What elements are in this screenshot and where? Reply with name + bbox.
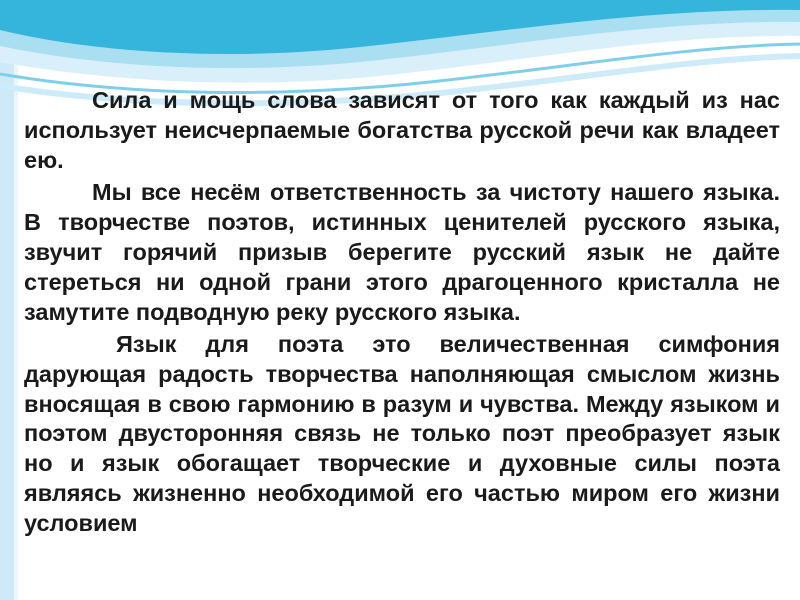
paragraph-3: Язык для поэта это величественная симфония дарующая радость творчества наполняющая смыслом жизнь вносящая в свою гармонию в разум и чувства. Между языком и поэтом двусторонняя связь не только поэт преобразует язык но и язык обогащает творческие и духовные силы поэта являясь жизненно необходимой его частью миром его жизни условием (24, 330, 780, 537)
wave-band-mid (0, 0, 800, 68)
slide-text-body (24, 86, 780, 541)
paragraph-1: Сила и мощь слова зависят от того как каждый из нас использует неисчерпаемые богатства русской речи как владеет ею. (24, 87, 780, 173)
paragraph-2: Мы все несём ответственность за чистоту нашего языка. В творчестве поэтов, истинных ценителей русского языка, звучит горячий призыв берегите русский язык не дайте стереться ни одной грани этого драгоценного кристалла не замутите подводную реку русского языка. (24, 178, 780, 325)
left-stripe (0, 0, 14, 600)
wave-band-dark (0, 0, 800, 54)
wave-band-light (0, 0, 800, 83)
left-stripe-inner (14, 0, 18, 600)
